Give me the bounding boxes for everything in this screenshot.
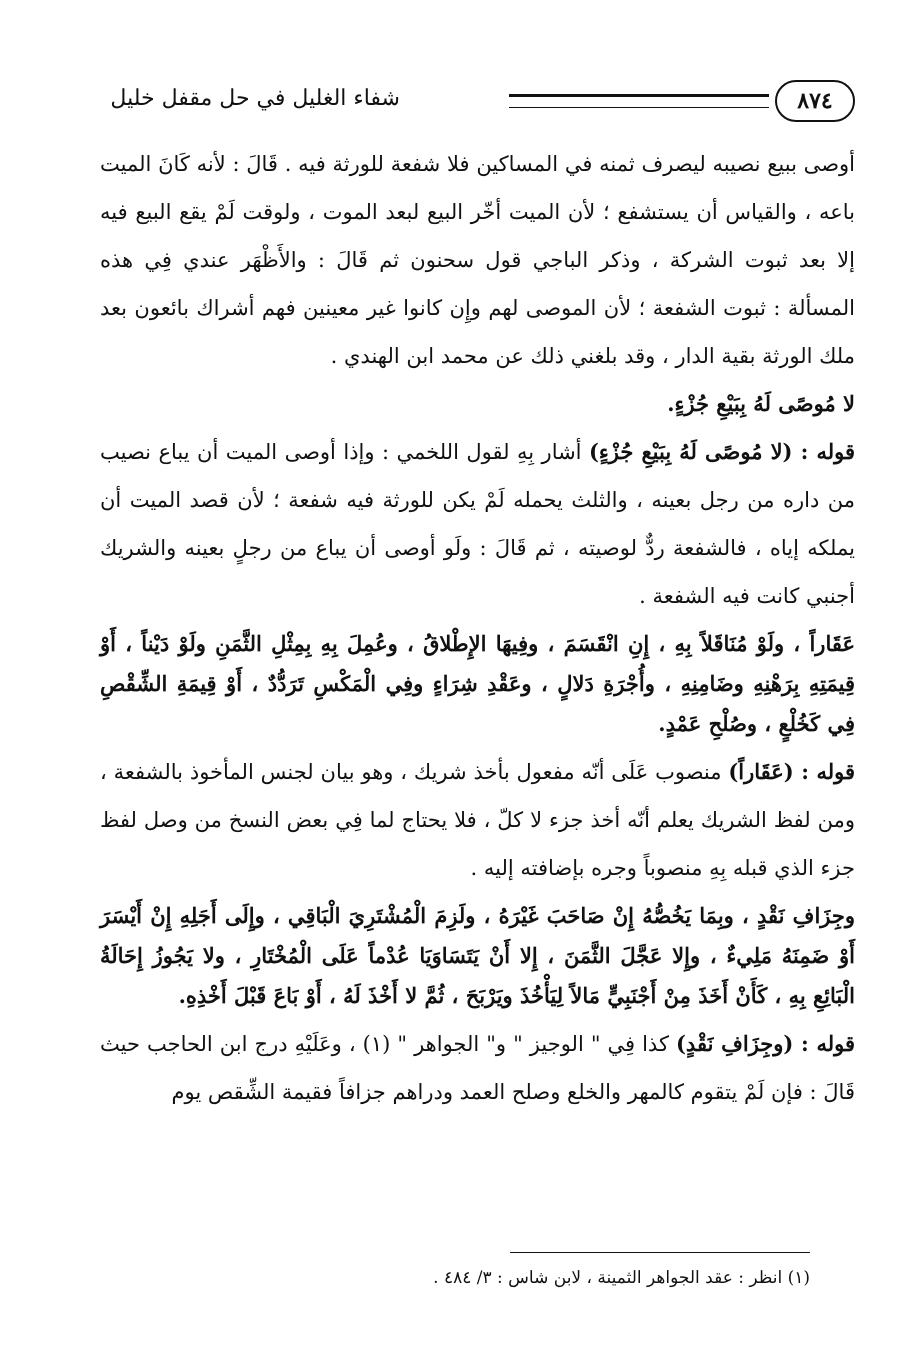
paragraph: أوصى ببيع نصيبه ليصرف ثمنه في المساكين فلا شفعة للورثة فيه . قَالَ : لأنه كَانَ الميت باعه ، والقياس أن يستشفع ؛ لأن الميت أخّر البيع لبعد الموت ، ولوقت لَمْ يقع البيع فيه إلا بعد ثبوت الشركة ، وذكر الباجي قول سحنون ثم قَالَ : والأَظْهَر عندي فِي هذه المسألة : ثبوت الشفعة ؛ لأن الموصى لهم وإِن كانوا غير معينين فهم أشراك بائعون بعد ملك الورثة بقية الدار ، وقد بلغني ذلك عن محمد ابن الهندي . bbox=[100, 152, 855, 368]
matn-text: لا مُوصًى لَهُ بِبَيْعِ جُزْءٍ. bbox=[667, 391, 855, 416]
page-header bbox=[100, 78, 855, 126]
footnote: (١) انظر : عقد الجواهر الثمينة ، لابن شاس : ٣/ ٤٨٤ . bbox=[433, 1268, 810, 1288]
page-number: ٨٧٤ bbox=[775, 80, 855, 122]
quoted-lemma: قوله : (لا مُوصًى لَهُ بِبَيْعِ جُزْءٍ) bbox=[589, 439, 855, 464]
footnote-rule bbox=[510, 1252, 810, 1253]
matn-text: وجِزَافِ نَقْدٍ ، وبِمَا يَخُصُّهُ إِنْ صَاحَبَ غَيْرَهُ ، ولَزِمَ الْمُشْتَرِيَ الْبَاقِي ، وإِلَى أَجَلِهِ إِنْ أَيْسَرَ أَوْ ضَمِنَهُ مَلِيءٌ ، وإِلا عَجَّلَ الثَّمَنَ ، إِلا أَنْ يَتَسَاوَيَا عُدْماً عَلَى الْمُخْتَارِ ، ولا يَجُوزُ إِحَالَةُ الْبَائِعِ بِهِ ، كَأَنْ أَخَذَ مِنْ أَجْنَبِيٍّ مَالاً لِيَأْخُذَ ويَرْبَحَ ، ثُمَّ لا أَخْذَ لَهُ ، أَوْ بَاعَ قَبْلَ أَخْذِهِ. bbox=[100, 903, 855, 1008]
running-title: شفاء الغليل في حل مقفل خليل bbox=[110, 86, 400, 111]
page-body bbox=[100, 140, 855, 1116]
commentary-text: كذا فِي " الوجيز " و" الجواهر " (١) ، وعَلَيْهِ درج ابن الحاجب حيث قَالَ : فإن لَمْ يتقوم كالمهر والخلع وصلح العمد ودراهم جزافاً فقيمة الشِّقص يوم bbox=[100, 1032, 855, 1104]
commentary-text: أشار بِهِ لقول اللخمي : وإذا أوصى الميت أن يباع نصيب من داره من رجل بعينه ، والثلث يحمله لَمْ يكن للورثة فيه شفعة ؛ لأن قصد الميت أن يملكه إياه ، فالشفعة ردٌّ لوصيته ، ثم قَالَ : ولَو أوصى أن يباع من رجلٍ بعينه والشريك أجنبي كانت فيه الشفعة . bbox=[100, 440, 855, 608]
paragraph bbox=[100, 1020, 855, 1116]
paragraph bbox=[100, 748, 855, 892]
quoted-lemma: قوله : (وجِزَافِ نَقْدٍ) bbox=[676, 1031, 855, 1056]
commentary-text: منصوب عَلَى أنّه مفعول بأخذ شريك ، وهو بيان لجنس المأخوذ بالشفعة ، ومن لفظ الشريك يعلم أنّه أخذ جزء لا كلّ ، فلا يحتاج لما فِي بعض النسخ من وصل لفظ جزء الذي قبله بِهِ منصوباً وجره بإضافته إليه . bbox=[100, 760, 855, 880]
paragraph bbox=[100, 428, 855, 620]
header-rule bbox=[509, 94, 769, 108]
quoted-lemma: قوله : (عَقَاراً) bbox=[728, 759, 855, 784]
matn-text: عَقَاراً ، ولَوْ مُنَاقَلاً بِهِ ، إِنِ انْقَسَمَ ، وفِيهَا الإِطْلاقُ ، وعُمِلَ بِهِ بِمِثْلِ الثَّمَنِ ولَوْ دَيْناً ، أَوْ قِيمَتِهِ بِرَهْنِهِ وضَامِنِهِ ، وأُجْرَةِ دَلالٍ ، وعَقْدِ شِرَاءٍ وفِي الْمَكْسِ تَرَدُّدٌ ، أَوْ قِيمَةِ الشِّقْصِ فِي كَخُلْعٍ ، وصُلْحِ عَمْدٍ. bbox=[100, 631, 855, 736]
